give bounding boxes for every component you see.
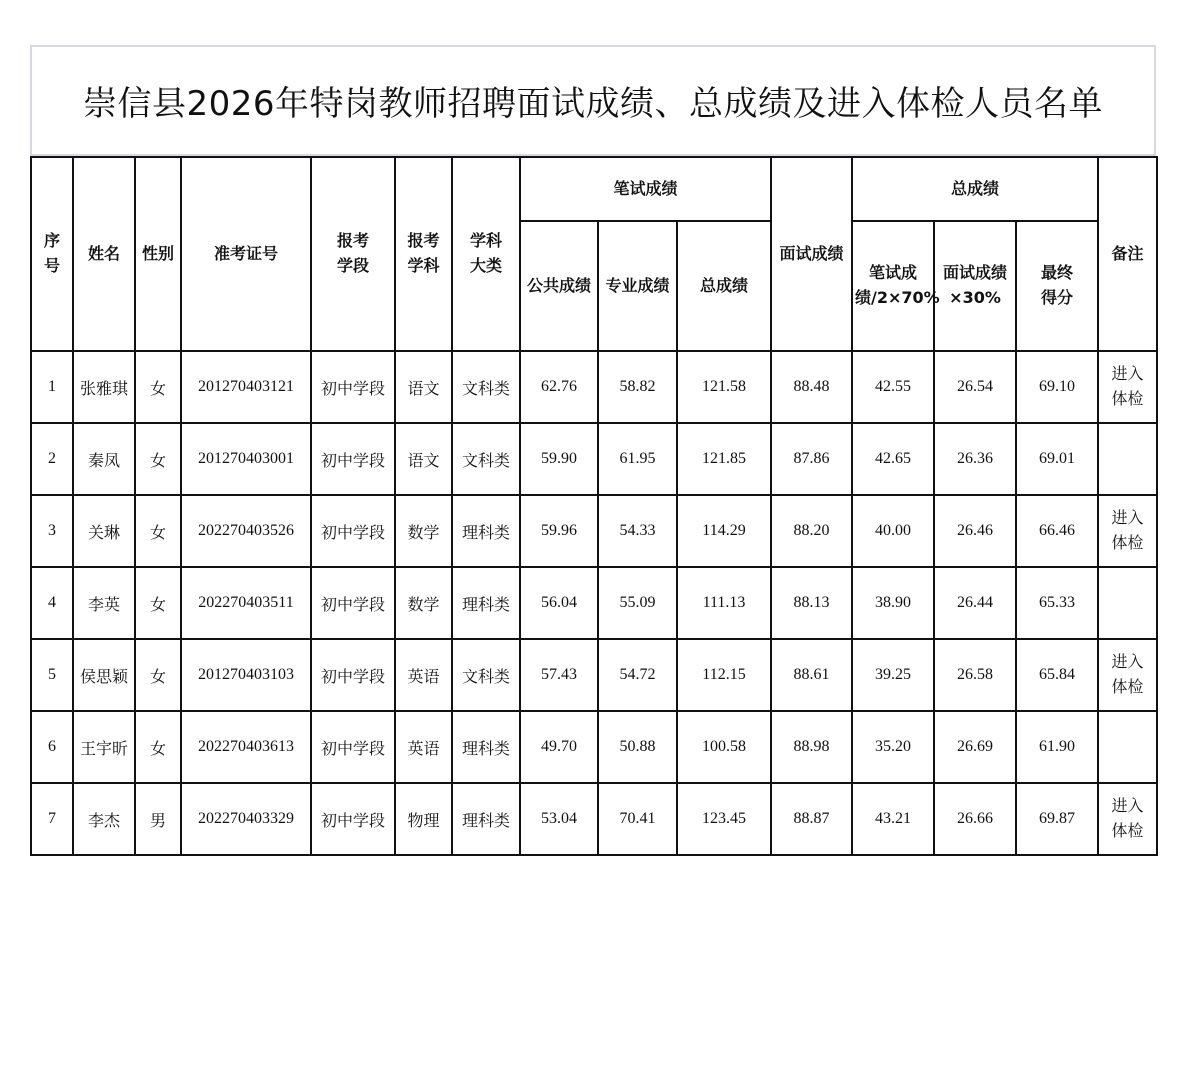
page-title: 崇信县2026年特岗教师招聘面试成绩、总成绩及进入体检人员名单 (82, 84, 1104, 124)
cell-written-weighted: 38.90 (852, 567, 934, 639)
cell-ticket: 202270403329 (181, 783, 311, 855)
cell-written-weighted: 42.65 (852, 423, 934, 495)
cell-interview: 88.61 (771, 639, 852, 711)
cell-category: 文科类 (452, 423, 520, 495)
cell-remark (1098, 639, 1157, 711)
cell-name: 张雅琪 (73, 351, 135, 423)
cell-interview-weighted: 26.46 (934, 495, 1016, 567)
header-seq: 序号 (31, 157, 73, 351)
cell-written-total: 121.58 (677, 351, 771, 423)
header-stage: 报考学段 (311, 157, 395, 351)
cell-written-weighted: 39.25 (852, 639, 934, 711)
cell-interview-weighted: 26.36 (934, 423, 1016, 495)
cell-interview: 88.98 (771, 711, 852, 783)
cell-interview: 87.86 (771, 423, 852, 495)
cell-professional-score: 54.33 (598, 495, 677, 567)
cell-name: 秦凤 (73, 423, 135, 495)
remark-text: 进入体检 (1111, 364, 1144, 408)
cell-category: 理科类 (452, 495, 520, 567)
cell-category: 理科类 (452, 711, 520, 783)
cell-interview: 88.20 (771, 495, 852, 567)
cell-ticket: 201270403103 (181, 639, 311, 711)
cell-stage: 初中学段 (311, 495, 395, 567)
remark-text: 进入体检 (1111, 508, 1144, 552)
cell-remark (1098, 495, 1157, 567)
cell-written-total: 114.29 (677, 495, 771, 567)
cell-professional-score: 55.09 (598, 567, 677, 639)
header-written-total: 总成绩 (677, 221, 771, 351)
cell-interview-weighted: 26.54 (934, 351, 1016, 423)
table-row (31, 711, 1157, 783)
cell-remark (1098, 783, 1157, 855)
cell-subject: 数学 (395, 567, 452, 639)
header-written-group: 笔试成绩 (520, 157, 771, 221)
cell-gender: 女 (135, 567, 181, 639)
cell-seq: 4 (31, 567, 73, 639)
header-interview: 面试成绩 (771, 157, 852, 351)
results-table (30, 156, 1158, 856)
cell-stage: 初中学段 (311, 567, 395, 639)
cell-interview-weighted: 26.69 (934, 711, 1016, 783)
cell-ticket: 202270403526 (181, 495, 311, 567)
cell-category: 理科类 (452, 783, 520, 855)
cell-public-score: 53.04 (520, 783, 598, 855)
cell-subject: 语文 (395, 351, 452, 423)
cell-interview: 88.13 (771, 567, 852, 639)
table-row (31, 351, 1157, 423)
header-final: 最终得分 (1016, 221, 1098, 351)
title-box (30, 45, 1156, 156)
header-name: 姓名 (73, 157, 135, 351)
cell-remark (1098, 423, 1157, 495)
cell-seq: 2 (31, 423, 73, 495)
cell-subject: 数学 (395, 495, 452, 567)
cell-ticket: 202270403613 (181, 711, 311, 783)
cell-gender: 女 (135, 711, 181, 783)
cell-seq: 1 (31, 351, 73, 423)
cell-seq: 3 (31, 495, 73, 567)
cell-ticket: 201270403001 (181, 423, 311, 495)
score-sheet (30, 45, 1156, 856)
cell-written-weighted: 40.00 (852, 495, 934, 567)
cell-category: 文科类 (452, 351, 520, 423)
cell-stage: 初中学段 (311, 423, 395, 495)
cell-written-weighted: 43.21 (852, 783, 934, 855)
table-row (31, 783, 1157, 855)
cell-final: 69.87 (1016, 783, 1098, 855)
cell-stage: 初中学段 (311, 351, 395, 423)
cell-final: 65.33 (1016, 567, 1098, 639)
header-category: 学科大类 (452, 157, 520, 351)
cell-gender: 女 (135, 423, 181, 495)
cell-interview: 88.48 (771, 351, 852, 423)
cell-subject: 语文 (395, 423, 452, 495)
table-row (31, 639, 1157, 711)
remark-text: 进入体检 (1111, 796, 1144, 840)
header-gender: 性别 (135, 157, 181, 351)
table-row (31, 567, 1157, 639)
cell-name: 侯思颖 (73, 639, 135, 711)
cell-final: 69.01 (1016, 423, 1098, 495)
cell-ticket: 202270403511 (181, 567, 311, 639)
header-public-score: 公共成绩 (520, 221, 598, 351)
table-body (31, 351, 1157, 855)
cell-name: 李杰 (73, 783, 135, 855)
cell-remark (1098, 567, 1157, 639)
cell-category: 理科类 (452, 567, 520, 639)
cell-public-score: 59.90 (520, 423, 598, 495)
cell-professional-score: 50.88 (598, 711, 677, 783)
header-written-weighted: 笔试成绩/2×70% (852, 221, 934, 351)
cell-stage: 初中学段 (311, 711, 395, 783)
cell-category: 文科类 (452, 639, 520, 711)
cell-seq: 5 (31, 639, 73, 711)
cell-stage: 初中学段 (311, 639, 395, 711)
cell-gender: 男 (135, 783, 181, 855)
cell-final: 69.10 (1016, 351, 1098, 423)
cell-interview-weighted: 26.66 (934, 783, 1016, 855)
cell-interview: 88.87 (771, 783, 852, 855)
cell-written-weighted: 35.20 (852, 711, 934, 783)
cell-professional-score: 61.95 (598, 423, 677, 495)
cell-seq: 7 (31, 783, 73, 855)
cell-written-total: 111.13 (677, 567, 771, 639)
cell-written-total: 123.45 (677, 783, 771, 855)
cell-final: 66.46 (1016, 495, 1098, 567)
cell-seq: 6 (31, 711, 73, 783)
cell-professional-score: 54.72 (598, 639, 677, 711)
cell-public-score: 56.04 (520, 567, 598, 639)
header-ticket: 准考证号 (181, 157, 311, 351)
cell-interview-weighted: 26.44 (934, 567, 1016, 639)
cell-gender: 女 (135, 639, 181, 711)
cell-stage: 初中学段 (311, 783, 395, 855)
cell-name: 李英 (73, 567, 135, 639)
cell-gender: 女 (135, 351, 181, 423)
cell-final: 61.90 (1016, 711, 1098, 783)
header-subject: 报考学科 (395, 157, 452, 351)
cell-public-score: 49.70 (520, 711, 598, 783)
header-total-group: 总成绩 (852, 157, 1098, 221)
cell-subject: 英语 (395, 711, 452, 783)
cell-final: 65.84 (1016, 639, 1098, 711)
table-header (31, 157, 1157, 351)
cell-remark (1098, 351, 1157, 423)
cell-written-total: 112.15 (677, 639, 771, 711)
cell-professional-score: 70.41 (598, 783, 677, 855)
cell-professional-score: 58.82 (598, 351, 677, 423)
cell-subject: 英语 (395, 639, 452, 711)
cell-ticket: 201270403121 (181, 351, 311, 423)
header-remark: 备注 (1098, 157, 1157, 351)
cell-interview-weighted: 26.58 (934, 639, 1016, 711)
cell-public-score: 59.96 (520, 495, 598, 567)
table-row (31, 495, 1157, 567)
remark-text: 进入体检 (1111, 652, 1144, 696)
cell-gender: 女 (135, 495, 181, 567)
header-professional-score: 专业成绩 (598, 221, 677, 351)
cell-public-score: 57.43 (520, 639, 598, 711)
cell-name: 关琳 (73, 495, 135, 567)
table-row (31, 423, 1157, 495)
cell-subject: 物理 (395, 783, 452, 855)
header-interview-weighted: 面试成绩×30% (934, 221, 1016, 351)
cell-written-total: 121.85 (677, 423, 771, 495)
cell-written-weighted: 42.55 (852, 351, 934, 423)
cell-public-score: 62.76 (520, 351, 598, 423)
cell-remark (1098, 711, 1157, 783)
cell-written-total: 100.58 (677, 711, 771, 783)
cell-name: 王宇昕 (73, 711, 135, 783)
